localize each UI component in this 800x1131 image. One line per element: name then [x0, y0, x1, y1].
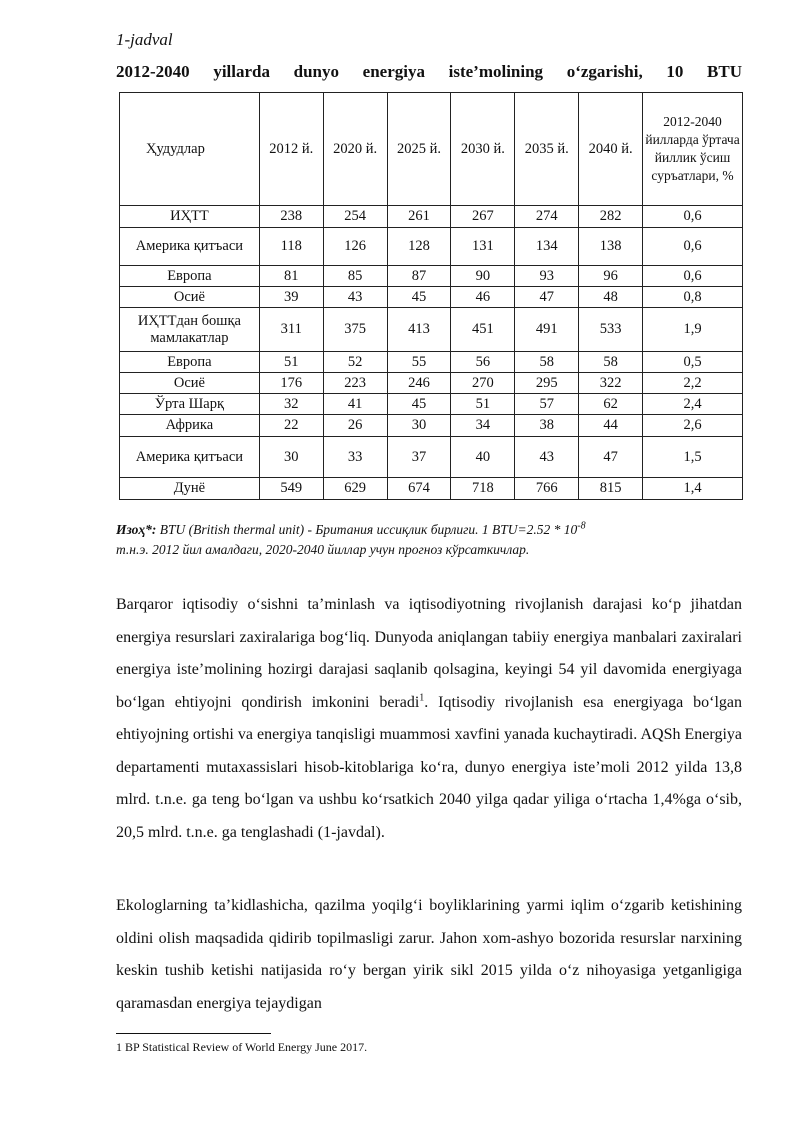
- value-cell: 85: [323, 266, 387, 287]
- value-cell: 47: [579, 437, 643, 478]
- table-row: [120, 415, 743, 437]
- energy-consumption-table: [119, 92, 743, 500]
- value-cell: 34: [451, 415, 515, 437]
- header-2035: 2035 й.: [515, 93, 579, 206]
- table-row: [120, 287, 743, 308]
- region-cell: Осиё: [120, 373, 260, 394]
- table-row: [120, 437, 743, 478]
- value-cell: 261: [387, 206, 451, 228]
- header-growth-rate: 2012-2040 йилларда ўртача йиллик ўсиш суръатлари, %: [643, 93, 743, 206]
- region-cell: Европа: [120, 266, 260, 287]
- value-cell: 270: [451, 373, 515, 394]
- region-cell: Ўрта Шарқ: [120, 394, 260, 415]
- note-exponent: -8: [577, 520, 586, 532]
- value-cell: 45: [387, 287, 451, 308]
- value-cell: 533: [579, 308, 643, 352]
- value-cell: 138: [579, 228, 643, 266]
- growth-cell: 1,4: [643, 478, 743, 500]
- value-cell: 96: [579, 266, 643, 287]
- paragraph-1-text-b: . Iqtisodiy rivojlanish esa energiyaga bo‘lgan ehtiyojning ortishi va energiya tanqisligi muammosi xavfini yanada kuchaytiradi. AQSh Energiya departamenti mutaxassislari hisob-kitoblariga ko‘ra, dunyo energiya iste’moli 2012 yilda 13,8 mlrd. t.n.e. ga teng bo‘lgan va ushbu ko‘rsatkich 2040 yilga qadar yiliga o‘rtacha 1,4%ga o‘sib, 20,5 mlrd. t.n.e. ga tenglashadi (1-javdal).: [116, 693, 742, 841]
- body-paragraph-2: Ekologlarning ta’kidlashicha, qazilma yoqilg‘i boyliklarining yarmi iqlim o‘zgarib ketishining oldini olish maqsadida qidirib topilmasligi zarur. Jahon xom-ashyo bozorida resurslar narxining keskin tushib ketishi natijasida ro‘y bergan yirik sikl 2015 yilda o‘z nihoyasiga yetganligiga qaramasdan energiya tejaydigan: [116, 897, 742, 1012]
- value-cell: 87: [387, 266, 451, 287]
- header-2012: 2012 й.: [259, 93, 323, 206]
- value-cell: 39: [259, 287, 323, 308]
- value-cell: 282: [579, 206, 643, 228]
- value-cell: 491: [515, 308, 579, 352]
- header-2020: 2020 й.: [323, 93, 387, 206]
- growth-cell: 0,6: [643, 206, 743, 228]
- growth-cell: 0,6: [643, 266, 743, 287]
- growth-cell: 0,5: [643, 352, 743, 373]
- body-paragraph-1: [116, 589, 742, 849]
- value-cell: 131: [451, 228, 515, 266]
- region-cell: Дунё: [120, 478, 260, 500]
- value-cell: 176: [259, 373, 323, 394]
- value-cell: 43: [515, 437, 579, 478]
- value-cell: 295: [515, 373, 579, 394]
- value-cell: 40: [451, 437, 515, 478]
- value-cell: 51: [259, 352, 323, 373]
- growth-cell: 0,6: [643, 228, 743, 266]
- value-cell: 118: [259, 228, 323, 266]
- value-cell: 58: [515, 352, 579, 373]
- region-cell: Америка қитъаси: [120, 437, 260, 478]
- value-cell: 38: [515, 415, 579, 437]
- value-cell: 26: [323, 415, 387, 437]
- footnote: 1 BP Statistical Review of World Energy June 2017.: [116, 1040, 368, 1054]
- table-row: [120, 266, 743, 287]
- region-cell: Осиё: [120, 287, 260, 308]
- value-cell: 311: [259, 308, 323, 352]
- value-cell: 56: [451, 352, 515, 373]
- table-row: [120, 352, 743, 373]
- value-cell: 674: [387, 478, 451, 500]
- growth-cell: 2,4: [643, 394, 743, 415]
- table-caption: 1-jadval: [116, 30, 173, 49]
- table-row: [120, 478, 743, 500]
- table-row: [120, 206, 743, 228]
- value-cell: 549: [259, 478, 323, 500]
- growth-cell: 1,9: [643, 308, 743, 352]
- value-cell: 41: [323, 394, 387, 415]
- value-cell: 815: [579, 478, 643, 500]
- value-cell: 413: [387, 308, 451, 352]
- table-title: 2012-2040 yillarda dunyo energiya iste’molining o‘zgarishi, 10 BTU: [116, 62, 742, 81]
- value-cell: 451: [451, 308, 515, 352]
- value-cell: 22: [259, 415, 323, 437]
- value-cell: 30: [387, 415, 451, 437]
- header-regions: Ҳудудлар: [120, 93, 260, 206]
- region-cell: Европа: [120, 352, 260, 373]
- growth-cell: 1,5: [643, 437, 743, 478]
- table-row: [120, 394, 743, 415]
- growth-cell: 2,2: [643, 373, 743, 394]
- value-cell: 51: [451, 394, 515, 415]
- growth-cell: 0,8: [643, 287, 743, 308]
- value-cell: 52: [323, 352, 387, 373]
- value-cell: 766: [515, 478, 579, 500]
- value-cell: 81: [259, 266, 323, 287]
- value-cell: 238: [259, 206, 323, 228]
- region-cell: ИҲТТдан бошқа мамлакатлар: [120, 308, 260, 352]
- value-cell: 375: [323, 308, 387, 352]
- value-cell: 47: [515, 287, 579, 308]
- region-cell: Америка қитъаси: [120, 228, 260, 266]
- value-cell: 246: [387, 373, 451, 394]
- value-cell: 32: [259, 394, 323, 415]
- value-cell: 44: [579, 415, 643, 437]
- note-text-2: т.н.э. 2012 йил амалдаги, 2020-2040 йиллар учун прогноз кўрсаткичлар.: [116, 542, 530, 557]
- value-cell: 30: [259, 437, 323, 478]
- value-cell: 48: [579, 287, 643, 308]
- value-cell: 90: [451, 266, 515, 287]
- value-cell: 37: [387, 437, 451, 478]
- header-2040: 2040 й.: [579, 93, 643, 206]
- table-row: [120, 373, 743, 394]
- value-cell: 57: [515, 394, 579, 415]
- value-cell: 45: [387, 394, 451, 415]
- value-cell: 134: [515, 228, 579, 266]
- region-cell: Африка: [120, 415, 260, 437]
- table-row: [120, 308, 743, 352]
- value-cell: 58: [579, 352, 643, 373]
- note-text: BTU (British thermal unit) - Британия иссиқлик бирлиги. 1 BTU=2.52 * 10: [156, 522, 578, 537]
- value-cell: 274: [515, 206, 579, 228]
- table-header-row: [120, 93, 743, 206]
- value-cell: 322: [579, 373, 643, 394]
- growth-cell: 2,6: [643, 415, 743, 437]
- table-note: [116, 520, 746, 560]
- value-cell: 46: [451, 287, 515, 308]
- table-row: [120, 228, 743, 266]
- value-cell: 33: [323, 437, 387, 478]
- value-cell: 55: [387, 352, 451, 373]
- value-cell: 718: [451, 478, 515, 500]
- value-cell: 93: [515, 266, 579, 287]
- footnote-divider: [116, 1033, 271, 1034]
- value-cell: 126: [323, 228, 387, 266]
- value-cell: 254: [323, 206, 387, 228]
- note-label: Изоҳ*:: [116, 522, 157, 537]
- value-cell: 43: [323, 287, 387, 308]
- value-cell: 629: [323, 478, 387, 500]
- value-cell: 128: [387, 228, 451, 266]
- region-cell: ИҲТТ: [120, 206, 260, 228]
- header-2025: 2025 й.: [387, 93, 451, 206]
- value-cell: 223: [323, 373, 387, 394]
- footnote-ref: 1: [419, 692, 425, 704]
- paragraph-1-text-a: Barqaror iqtisodiy o‘sishni ta’minlash va iqtisodiyotning rivojlanish darajasi ko‘p jihatdan energiya resurslari zaxiralariga bog‘liq. Dunyoda aniqlangan tabiiy energiya manbalari zaxiralari energiya iste’molining hozirgi darajasi saqlanib qolsagina, keyingi 54 yil davomida energiyaga bo‘lgan ehtiyojni qondirish imkonini beradi: [116, 596, 742, 711]
- header-2030: 2030 й.: [451, 93, 515, 206]
- value-cell: 62: [579, 394, 643, 415]
- value-cell: 267: [451, 206, 515, 228]
